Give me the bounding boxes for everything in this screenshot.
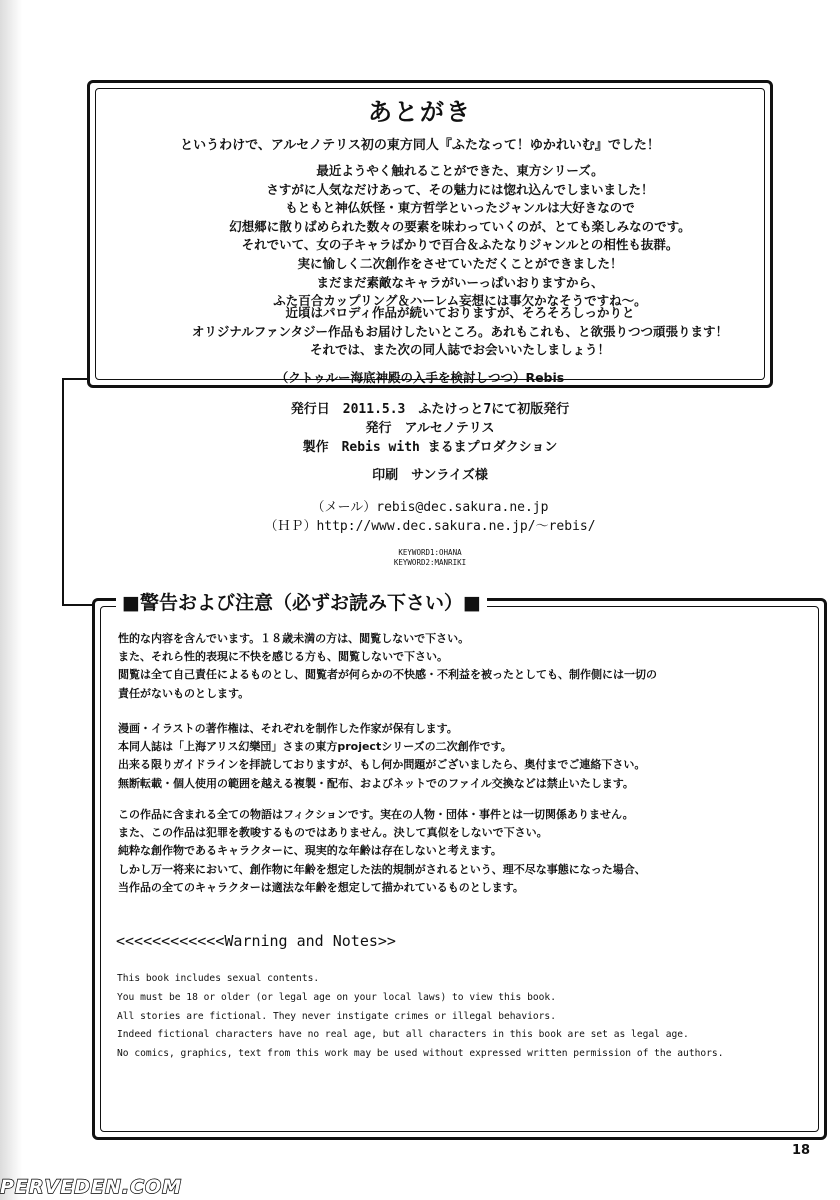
english-line: All stories are fictional. They never instigate crimes or illegal behaviors. xyxy=(117,1010,556,1022)
warning-line: しかし万一将来において、創作物に年齢を想定した法的規制がされるという、理不尽な事態になった場合、 xyxy=(118,862,646,876)
english-line: You must be 18 or older (or legal age on your local laws) to view this book. xyxy=(117,991,556,1003)
english-warning-heading: <<<<<<<<<<<<Warning and Notes>> xyxy=(116,932,396,950)
colophon-mail: （メール）rebis@dec.sakura.ne.jp xyxy=(311,500,549,515)
colophon-publisher: 発行 アルセノテリス xyxy=(365,421,495,436)
afterword-lead: というわけで、アルセノテリス初の東方同人『ふたなって！ゆかれいむ』でした！ xyxy=(180,138,660,153)
afterword-line: 幻想郷に散りばめられた数々の要素を味わっていくのが、とても楽しみなのです。 xyxy=(229,218,691,234)
afterword-paragraph-2 xyxy=(0,304,840,360)
afterword-paragraph-1 xyxy=(0,162,840,311)
afterword-line: ふた百合カップリング＆ハーレム妄想には事欠かなそうですね～。 xyxy=(273,293,647,309)
afterword-line: オリジナルファンタジー作品もお届けしたいところ。あれもこれも、と欲張りつつ頑張ります！ xyxy=(191,323,729,339)
colophon-homepage: （ＨＰ）http://www.dec.sakura.ne.jp/～rebis/ xyxy=(264,519,596,534)
colophon-printing: 印刷 サンライズ様 xyxy=(372,468,488,483)
afterword-line: 近頃はパロディ作品が続いておりますが、そろそろしっかりと xyxy=(285,305,635,320)
colophon xyxy=(0,400,840,457)
colophon-printing-block xyxy=(0,466,840,485)
site-watermark xyxy=(0,1176,182,1198)
warning-line: この作品に含まれる全ての物語はフィクションです。実在の人物・団体・事件とは一切関係ありません。 xyxy=(118,808,634,821)
page-number: 18 xyxy=(792,1143,811,1158)
warning-line: また、この作品は犯罪を教唆するものではありません。決して真似をしないで下さい。 xyxy=(118,826,548,840)
warning-line: 出来る限りガイドラインを拝読しておりますが、もし何か問題がございましたら、奥付までご連絡下さい。 xyxy=(118,758,646,772)
afterword-line: 最近ようやく触れることができた、東方シリーズ。 xyxy=(316,163,604,178)
warning-block-2 xyxy=(118,720,645,793)
keyword-1: KEYWORD1:OHANA xyxy=(398,548,462,557)
afterword-line: さすがに人気なだけあって、その魅力には惚れ込んでしまいました！ xyxy=(266,181,654,197)
english-line: No comics, graphics, text from this work may be used without expressed written permission of the authors. xyxy=(117,1048,724,1060)
warning-title: ■警告および注意（必ずお読み下さい）■ xyxy=(116,588,487,615)
colophon-issue-date: 発行日 2011.5.3 ふたけっと7にて初版発行 xyxy=(290,402,570,417)
afterword-line: もともと神仏妖怪・東方哲学といったジャンルは大好きなので xyxy=(285,200,635,216)
warning-line: 性的な内容を含んでいます。１８歳未満の方は、閲覧しないで下さい。 xyxy=(118,632,470,645)
warning-line: 漫画・イラストの著作権は、それぞれを制作した作家が保有します。 xyxy=(118,722,458,735)
warning-block-3 xyxy=(118,806,646,897)
english-line: This book includes sexual contents. xyxy=(117,973,320,984)
afterword-line: それでは、また次の同人誌でお会いいたしましょう！ xyxy=(309,342,610,358)
warning-line: また、それら性的表現に不快を感じる方も、閲覧しないで下さい。 xyxy=(118,650,448,664)
connector-line-bottom xyxy=(62,604,93,606)
warning-line: 純粋な創作物であるキャラクターに、現実的な年齢は存在しないと考えます。 xyxy=(118,844,502,858)
afterword-line: まだまだ素敵なキャラがいーっぱいおりますから、 xyxy=(316,274,604,290)
colophon-contact-block xyxy=(0,498,840,536)
english-line: Indeed fictional characters have no real age, but all characters in this book are set as legal age. xyxy=(117,1029,689,1041)
afterword-title: あとがき xyxy=(368,98,472,126)
afterword-line: 実に愉しく二次創作をさせていただくことができました！ xyxy=(297,255,623,271)
warning-line: 閲覧は全て自己責任によるものとし、閲覧者が何らかの不快感・不利益を被ったとしても、制作側には一切の xyxy=(118,668,657,682)
warning-line: 責任がないものとします。 xyxy=(118,686,250,700)
keyword-2: KEYWORD2:MANRIKI xyxy=(393,558,467,567)
warning-line: 本同人誌は「上海アリス幻樂団」さまの東方projectシリーズの二次創作です。 xyxy=(118,740,512,754)
warning-block-1 xyxy=(118,630,657,703)
warning-line: 当作品の全てのキャラクターは適法な年齢を想定して描かれているものとします。 xyxy=(118,880,524,894)
warning-line: 無断転載・個人使用の範囲を越える複製・配布、およびネットでのファイル交換などは禁止いたします。 xyxy=(118,776,634,790)
colophon-production: 製作 Rebis with まるまプロダクション xyxy=(302,440,558,455)
english-warning-text xyxy=(117,970,723,1064)
afterword-line: それでいて、女の子キャラばかりで百合＆ふたなりジャンルとの相性も抜群。 xyxy=(241,237,679,253)
watermark-text: PERVEDEN.COM xyxy=(0,1176,183,1198)
afterword-signature: （クトゥルー海底神殿の入手を検討しつつ）Rebis xyxy=(275,370,565,385)
colophon-keywords xyxy=(0,548,840,568)
